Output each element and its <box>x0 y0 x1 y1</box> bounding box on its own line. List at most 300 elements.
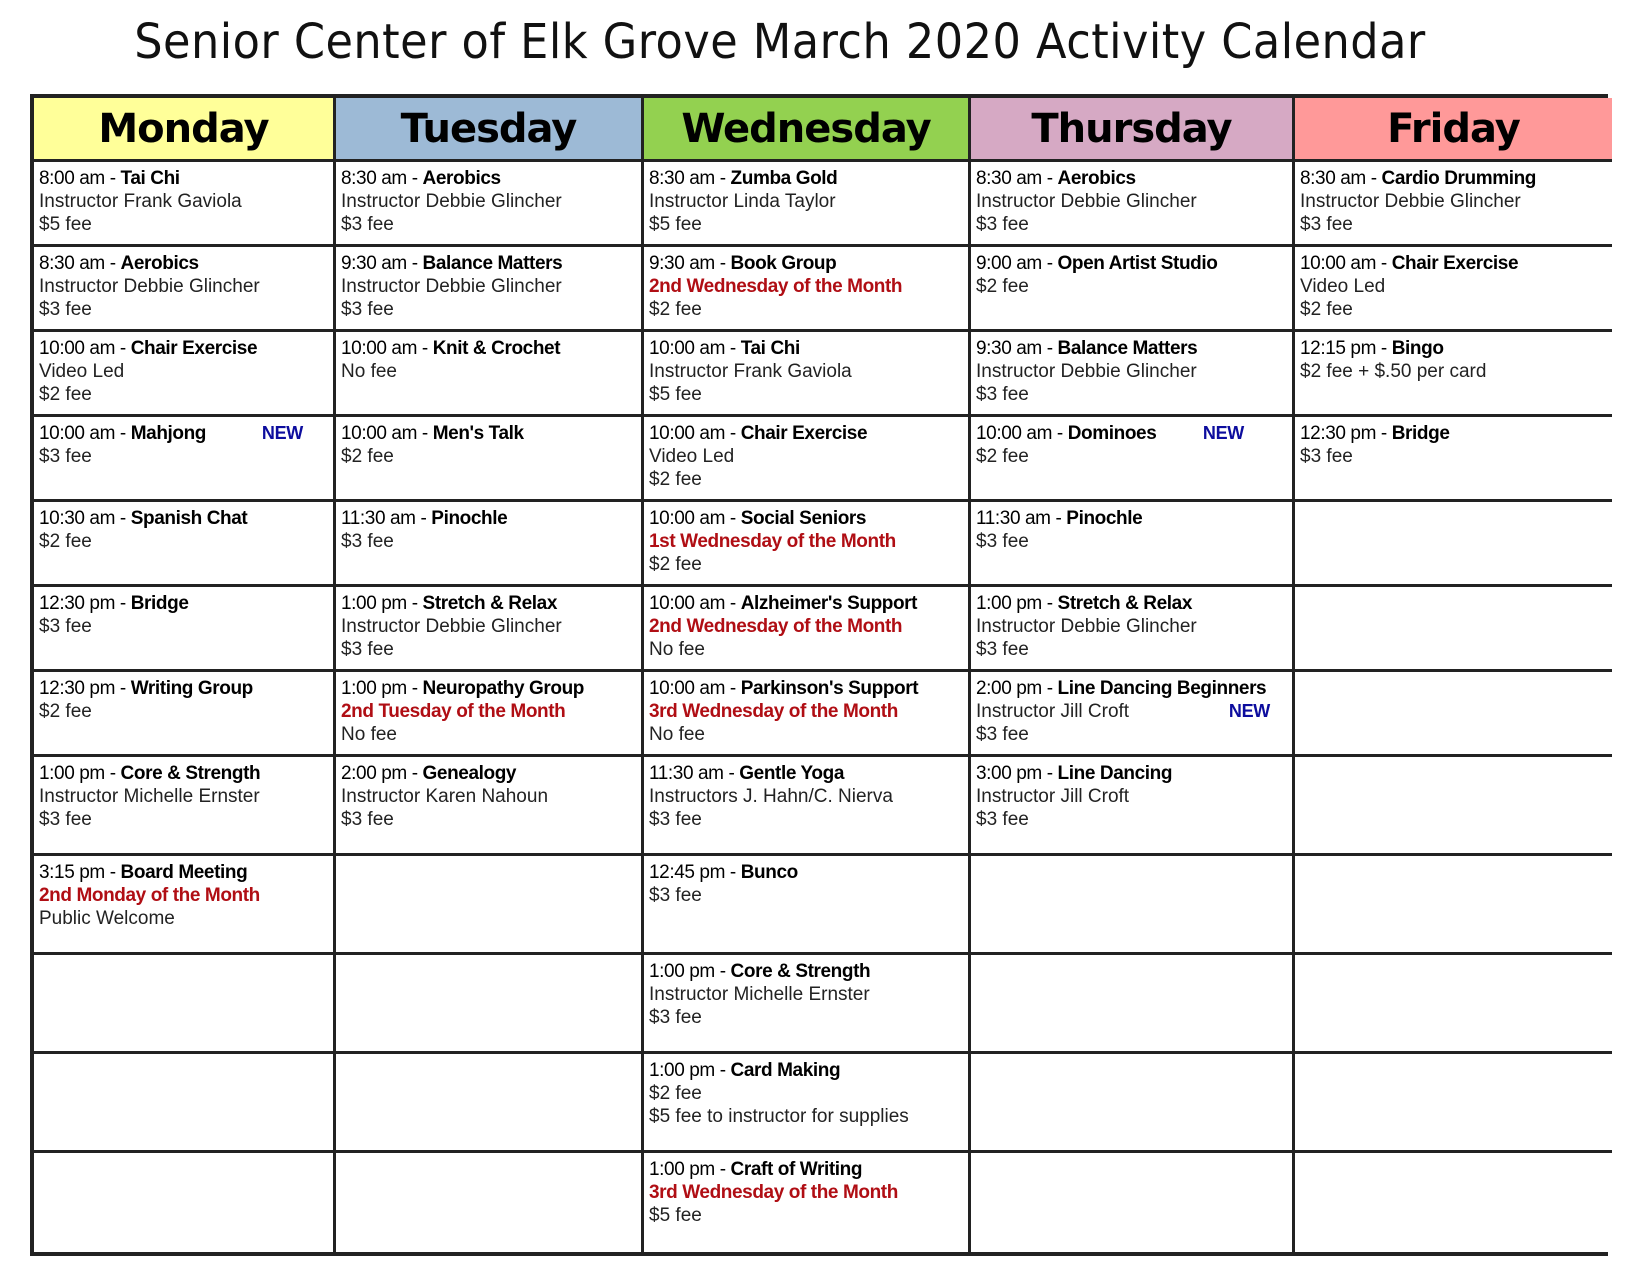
event-title <box>649 960 962 983</box>
event-title <box>39 167 327 190</box>
title-separator: - <box>725 423 741 444</box>
event-title <box>1300 337 1606 360</box>
event-detail: $3 fee <box>649 885 702 906</box>
event-name: Chair Exercise <box>130 338 258 359</box>
event-detail: $2 fee <box>341 446 394 467</box>
event-title <box>649 1158 962 1181</box>
event-cell-tuesday-stretch-relax <box>336 587 644 672</box>
event-cell-wednesday-alzheimer-s-support <box>644 587 971 672</box>
event-name: Chair Exercise <box>740 423 868 444</box>
event-detail: No fee <box>341 361 397 382</box>
event-time: 10:00 am <box>976 423 1053 444</box>
event-name: Bridge <box>130 593 189 614</box>
event-name: Core & Strength <box>730 961 871 982</box>
event-time: 1:00 pm <box>649 1060 715 1081</box>
event-time: 9:30 am <box>649 253 715 274</box>
event-time: 10:00 am <box>649 423 726 444</box>
event-cell-wednesday-card-making <box>644 1054 971 1153</box>
event-detail: $2 fee <box>39 531 92 552</box>
recurrence-note: 2nd Wednesday of the Month <box>649 276 903 297</box>
event-time: 9:00 am <box>976 253 1042 274</box>
title-separator: - <box>1052 423 1068 444</box>
empty-cell <box>971 1054 1295 1153</box>
recurrence-note: 3rd Wednesday of the Month <box>649 1182 898 1203</box>
event-detail: No fee <box>649 724 705 745</box>
event-time: 3:15 pm <box>39 862 105 883</box>
event-title <box>649 167 962 190</box>
title-separator: - <box>115 678 131 699</box>
event-detail: Video Led <box>649 446 735 467</box>
event-cell-tuesday-aerobics <box>336 162 644 247</box>
event-detail: Instructor Linda Taylor <box>649 191 836 212</box>
event-time: 10:00 am <box>341 423 418 444</box>
event-detail: Instructors J. Hahn/C. Nierva <box>649 786 893 807</box>
event-cell-monday-aerobics <box>34 247 336 332</box>
event-detail: $3 fee <box>649 809 702 830</box>
empty-cell <box>336 1153 644 1252</box>
event-detail: $2 fee <box>649 554 702 575</box>
event-detail: $2 fee <box>1300 299 1353 320</box>
title-separator: - <box>406 253 423 274</box>
empty-cell <box>1295 1054 1612 1153</box>
event-cell-tuesday-balance-matters <box>336 247 644 332</box>
empty-cell <box>1295 587 1612 672</box>
event-time: 1:00 pm <box>341 593 407 614</box>
title-separator: - <box>725 338 741 359</box>
event-title <box>649 252 962 275</box>
event-cell-wednesday-bunco <box>644 856 971 955</box>
event-time: 1:00 pm <box>39 763 105 784</box>
event-cell-wednesday-tai-chi <box>644 332 971 417</box>
event-name: Dominoes <box>1067 423 1157 444</box>
event-detail: Instructor Jill Croft <box>976 786 1130 807</box>
event-title <box>39 337 327 360</box>
event-detail: $3 fee <box>649 1007 702 1028</box>
event-name: Spanish Chat <box>130 508 248 529</box>
event-detail: $3 fee <box>976 214 1029 235</box>
event-name: Stretch & Relax <box>1057 593 1192 614</box>
event-title <box>976 677 1286 700</box>
event-title <box>976 592 1286 615</box>
title-separator: - <box>1376 338 1392 359</box>
event-detail: Instructor Debbie Glincher <box>341 276 562 297</box>
event-detail: $3 fee <box>39 299 92 320</box>
empty-cell <box>34 1153 336 1252</box>
event-title <box>341 337 635 360</box>
event-detail: $3 fee <box>976 724 1029 745</box>
event-detail: $2 fee <box>976 276 1029 297</box>
title-separator: - <box>406 678 423 699</box>
title-separator: - <box>115 593 131 614</box>
event-name: Writing Group <box>130 678 253 699</box>
event-title <box>1300 422 1606 445</box>
recurrence-note: 2nd Tuesday of the Month <box>341 701 566 722</box>
event-name: Open Artist Studio <box>1057 253 1218 274</box>
event-title <box>39 592 327 615</box>
event-cell-tuesday-pinochle <box>336 502 644 587</box>
event-detail: Instructor Frank Gaviola <box>39 191 242 212</box>
event-name: Pinochle <box>1066 508 1143 529</box>
event-detail: $3 fee <box>341 214 394 235</box>
event-name: Stretch & Relax <box>422 593 557 614</box>
title-separator: - <box>104 763 121 784</box>
event-cell-monday-core-strength <box>34 757 336 856</box>
event-time: 12:30 pm <box>39 678 116 699</box>
title-separator: - <box>115 423 131 444</box>
recurrence-note: 1st Wednesday of the Month <box>649 531 896 552</box>
event-name: Chair Exercise <box>1391 253 1519 274</box>
event-title <box>341 592 635 615</box>
event-name: Bridge <box>1391 423 1450 444</box>
title-separator: - <box>115 508 131 529</box>
event-name: Gentle Yoga <box>739 763 844 784</box>
title-separator: - <box>415 508 432 529</box>
title-separator: - <box>1365 168 1382 189</box>
empty-cell <box>1295 757 1612 856</box>
day-header-wednesday: Wednesday <box>644 98 971 162</box>
empty-cell <box>971 1153 1295 1252</box>
event-detail: $2 fee <box>649 469 702 490</box>
event-time: 12:30 pm <box>39 593 116 614</box>
event-title <box>1300 252 1606 275</box>
title-separator: - <box>417 338 433 359</box>
event-detail: $3 fee <box>39 446 92 467</box>
event-time: 10:00 am <box>649 338 726 359</box>
title-separator: - <box>1050 508 1067 529</box>
event-detail: $3 fee <box>341 531 394 552</box>
activity-calendar-grid <box>30 94 1608 1256</box>
event-cell-monday-chair-exercise <box>34 332 336 417</box>
event-time: 8:30 am <box>976 168 1042 189</box>
event-time: 1:00 pm <box>649 961 715 982</box>
event-title <box>39 252 327 275</box>
event-detail: Instructor Jill Croft <box>976 701 1130 722</box>
event-detail: $3 fee <box>341 299 394 320</box>
event-cell-thursday-open-artist-studio <box>971 247 1295 332</box>
event-cell-monday-writing-group <box>34 672 336 757</box>
event-time: 8:30 am <box>1300 168 1366 189</box>
event-title <box>649 762 962 785</box>
event-name: Bunco <box>740 862 798 883</box>
event-detail: No fee <box>341 724 397 745</box>
title-separator: - <box>1041 763 1058 784</box>
event-detail: $5 fee <box>649 214 702 235</box>
empty-cell <box>1295 856 1612 955</box>
event-time: 2:00 pm <box>976 678 1042 699</box>
event-name: Social Seniors <box>740 508 867 529</box>
event-cell-thursday-aerobics <box>971 162 1295 247</box>
event-time: 8:30 am <box>649 168 715 189</box>
title-separator: - <box>723 763 740 784</box>
event-cell-thursday-line-dancing <box>971 757 1295 856</box>
new-badge: NEW <box>1202 423 1244 443</box>
event-title <box>341 167 635 190</box>
event-name: Zumba Gold <box>730 168 838 189</box>
event-cell-monday-tai-chi <box>34 162 336 247</box>
recurrence-note: 2nd Monday of the Month <box>39 885 260 906</box>
event-detail: $5 fee <box>39 214 92 235</box>
event-detail: Instructor Debbie Glincher <box>976 191 1197 212</box>
title-separator: - <box>1041 593 1058 614</box>
event-cell-tuesday-knit-crochet <box>336 332 644 417</box>
event-cell-monday-mahjong <box>34 417 336 502</box>
event-time: 10:00 am <box>39 338 116 359</box>
event-cell-friday-cardio-drumming <box>1295 162 1612 247</box>
event-detail: Instructor Frank Gaviola <box>649 361 852 382</box>
event-title <box>39 861 327 884</box>
empty-cell <box>336 856 644 955</box>
event-name: Parkinson's Support <box>740 678 919 699</box>
empty-cell <box>34 955 336 1054</box>
event-name: Line Dancing Beginners <box>1057 678 1267 699</box>
event-name: Craft of Writing <box>730 1159 863 1180</box>
event-detail: $3 fee <box>976 809 1029 830</box>
event-detail: Instructor Michelle Ernster <box>39 786 260 807</box>
event-detail: $2 fee <box>39 701 92 722</box>
event-name: Pinochle <box>431 508 508 529</box>
event-detail: Instructor Debbie Glincher <box>976 361 1197 382</box>
event-time: 10:00 am <box>649 593 726 614</box>
event-title <box>976 252 1286 275</box>
title-separator: - <box>714 1159 731 1180</box>
title-separator: - <box>725 862 741 883</box>
event-detail: Instructor Debbie Glincher <box>341 191 562 212</box>
event-title <box>39 677 327 700</box>
title-separator: - <box>417 423 433 444</box>
event-time: 12:15 pm <box>1300 338 1377 359</box>
event-name: Balance Matters <box>422 253 563 274</box>
event-cell-tuesday-men-s-talk <box>336 417 644 502</box>
empty-cell <box>971 955 1295 1054</box>
event-title <box>976 167 1286 190</box>
event-detail: $3 fee <box>976 531 1029 552</box>
event-cell-thursday-pinochle <box>971 502 1295 587</box>
event-title <box>39 762 327 785</box>
event-time: 10:00 am <box>649 678 726 699</box>
event-detail: $3 fee <box>1300 446 1353 467</box>
event-detail: $3 fee <box>341 809 394 830</box>
event-name: Bingo <box>1391 338 1444 359</box>
empty-cell <box>1295 672 1612 757</box>
title-separator: - <box>725 508 741 529</box>
event-detail: No fee <box>649 639 705 660</box>
recurrence-note: 2nd Wednesday of the Month <box>649 616 903 637</box>
event-detail: $2 fee <box>976 446 1029 467</box>
new-badge: NEW <box>261 423 303 443</box>
event-time: 1:00 pm <box>341 678 407 699</box>
event-time: 12:30 pm <box>1300 423 1377 444</box>
empty-cell <box>971 856 1295 955</box>
event-cell-wednesday-zumba-gold <box>644 162 971 247</box>
event-time: 11:30 am <box>341 508 416 529</box>
event-title <box>341 677 635 700</box>
event-time: 12:45 pm <box>649 862 726 883</box>
event-cell-friday-bridge <box>1295 417 1612 502</box>
event-detail: Video Led <box>39 361 125 382</box>
event-time: 10:00 am <box>39 423 116 444</box>
event-name: Balance Matters <box>1057 338 1198 359</box>
event-name: Book Group <box>730 253 837 274</box>
title-separator: - <box>406 763 423 784</box>
title-separator: - <box>115 338 131 359</box>
event-cell-wednesday-parkinson-s-support <box>644 672 971 757</box>
event-cell-thursday-balance-matters <box>971 332 1295 417</box>
event-cell-thursday-stretch-relax <box>971 587 1295 672</box>
day-header-thursday: Thursday <box>971 98 1295 162</box>
event-cell-thursday-dominoes <box>971 417 1295 502</box>
empty-cell <box>1295 502 1612 587</box>
event-title <box>976 762 1286 785</box>
event-detail: $5 fee <box>649 384 702 405</box>
title-separator: - <box>406 168 423 189</box>
event-cell-wednesday-core-strength <box>644 955 971 1054</box>
title-separator: - <box>714 961 731 982</box>
event-detail: Video Led <box>1300 276 1386 297</box>
event-time: 9:30 am <box>341 253 407 274</box>
event-name: Mahjong <box>130 423 207 444</box>
title-separator: - <box>104 168 121 189</box>
title-separator: - <box>1376 253 1392 274</box>
event-time: 1:00 pm <box>649 1159 715 1180</box>
event-detail: Instructor Michelle Ernster <box>649 984 870 1005</box>
event-name: Board Meeting <box>120 862 248 883</box>
event-cell-monday-bridge <box>34 587 336 672</box>
event-time: 8:30 am <box>341 168 407 189</box>
event-title <box>649 861 962 884</box>
event-name: Aerobics <box>1057 168 1136 189</box>
event-title <box>341 422 635 445</box>
day-header-monday: Monday <box>34 98 336 162</box>
event-name: Card Making <box>730 1060 841 1081</box>
event-name: Aerobics <box>422 168 501 189</box>
event-title <box>649 592 962 615</box>
event-title <box>341 762 635 785</box>
event-detail: $2 fee <box>39 384 92 405</box>
title-separator: - <box>406 593 423 614</box>
day-header-friday: Friday <box>1295 98 1612 162</box>
recurrence-note: 3rd Wednesday of the Month <box>649 701 898 722</box>
event-detail: $3 fee <box>976 639 1029 660</box>
event-title <box>976 337 1286 360</box>
event-time: 10:00 am <box>1300 253 1377 274</box>
event-name: Alzheimer's Support <box>740 593 918 614</box>
event-title <box>649 422 962 445</box>
event-title <box>649 507 962 530</box>
event-detail: $2 fee + $.50 per card <box>1300 361 1487 382</box>
title-separator: - <box>104 862 121 883</box>
event-detail: Instructor Debbie Glincher <box>1300 191 1521 212</box>
event-cell-friday-bingo <box>1295 332 1612 417</box>
event-time: 10:00 am <box>341 338 418 359</box>
event-cell-friday-chair-exercise <box>1295 247 1612 332</box>
new-badge: NEW <box>1228 701 1270 721</box>
event-detail: $3 fee <box>976 384 1029 405</box>
event-detail: $3 fee <box>39 616 92 637</box>
event-name: Men's Talk <box>432 423 524 444</box>
page-title: Senior Center of Elk Grove March 2020 Activity Calendar <box>134 14 1426 70</box>
event-cell-wednesday-book-group <box>644 247 971 332</box>
event-time: 1:00 pm <box>976 593 1042 614</box>
event-cell-wednesday-chair-exercise <box>644 417 971 502</box>
event-detail: Public Welcome <box>39 908 175 929</box>
title-separator: - <box>714 168 731 189</box>
empty-cell <box>1295 1153 1612 1252</box>
title-separator: - <box>104 253 121 274</box>
event-cell-tuesday-neuropathy-group <box>336 672 644 757</box>
event-cell-wednesday-craft-of-writing <box>644 1153 971 1252</box>
event-time: 10:30 am <box>39 508 116 529</box>
event-name: Cardio Drumming <box>1381 168 1536 189</box>
title-separator: - <box>725 678 741 699</box>
event-time: 11:30 am <box>649 763 724 784</box>
event-detail: $3 fee <box>1300 214 1353 235</box>
event-name: Neuropathy Group <box>422 678 584 699</box>
title-separator: - <box>1041 168 1058 189</box>
event-title <box>649 677 962 700</box>
title-separator: - <box>725 593 741 614</box>
event-title <box>976 507 1286 530</box>
event-time: 8:00 am <box>39 168 105 189</box>
event-time: 10:00 am <box>649 508 726 529</box>
event-cell-thursday-line-dancing-beginners <box>971 672 1295 757</box>
event-name: Genealogy <box>422 763 517 784</box>
empty-cell <box>336 1054 644 1153</box>
event-detail: Instructor Debbie Glincher <box>341 616 562 637</box>
title-separator: - <box>1376 423 1392 444</box>
event-detail: Instructor Debbie Glincher <box>39 276 260 297</box>
event-time: 11:30 am <box>976 508 1051 529</box>
event-name: Tai Chi <box>740 338 800 359</box>
title-separator: - <box>1041 253 1058 274</box>
empty-cell <box>1295 955 1612 1054</box>
event-cell-tuesday-genealogy <box>336 757 644 856</box>
title-separator: - <box>1041 678 1058 699</box>
day-header-tuesday: Tuesday <box>336 98 644 162</box>
event-detail: $5 fee to instructor for supplies <box>649 1106 909 1127</box>
event-title <box>649 337 962 360</box>
event-name: Line Dancing <box>1057 763 1173 784</box>
event-cell-monday-spanish-chat <box>34 502 336 587</box>
title-separator: - <box>1041 338 1058 359</box>
event-time: 2:00 pm <box>341 763 407 784</box>
event-time: 9:30 am <box>976 338 1042 359</box>
event-detail: $3 fee <box>39 809 92 830</box>
event-detail: $2 fee <box>649 1083 702 1104</box>
event-cell-wednesday-gentle-yoga <box>644 757 971 856</box>
event-cell-wednesday-social-seniors <box>644 502 971 587</box>
event-title <box>341 252 635 275</box>
event-name: Core & Strength <box>120 763 261 784</box>
event-title <box>1300 167 1606 190</box>
empty-cell <box>34 1054 336 1153</box>
event-name: Tai Chi <box>120 168 180 189</box>
event-detail: $3 fee <box>341 639 394 660</box>
event-name: Knit & Crochet <box>432 338 561 359</box>
event-time: 3:00 pm <box>976 763 1042 784</box>
title-separator: - <box>714 1060 731 1081</box>
event-title <box>341 507 635 530</box>
empty-cell <box>336 955 644 1054</box>
event-title <box>39 507 327 530</box>
event-time: 8:30 am <box>39 253 105 274</box>
event-detail: $5 fee <box>649 1205 702 1226</box>
event-name: Aerobics <box>120 253 199 274</box>
event-cell-monday-board-meeting <box>34 856 336 955</box>
title-separator: - <box>714 253 731 274</box>
event-detail: Instructor Debbie Glincher <box>976 616 1197 637</box>
event-detail: Instructor Karen Nahoun <box>341 786 549 807</box>
event-detail: $2 fee <box>649 299 702 320</box>
